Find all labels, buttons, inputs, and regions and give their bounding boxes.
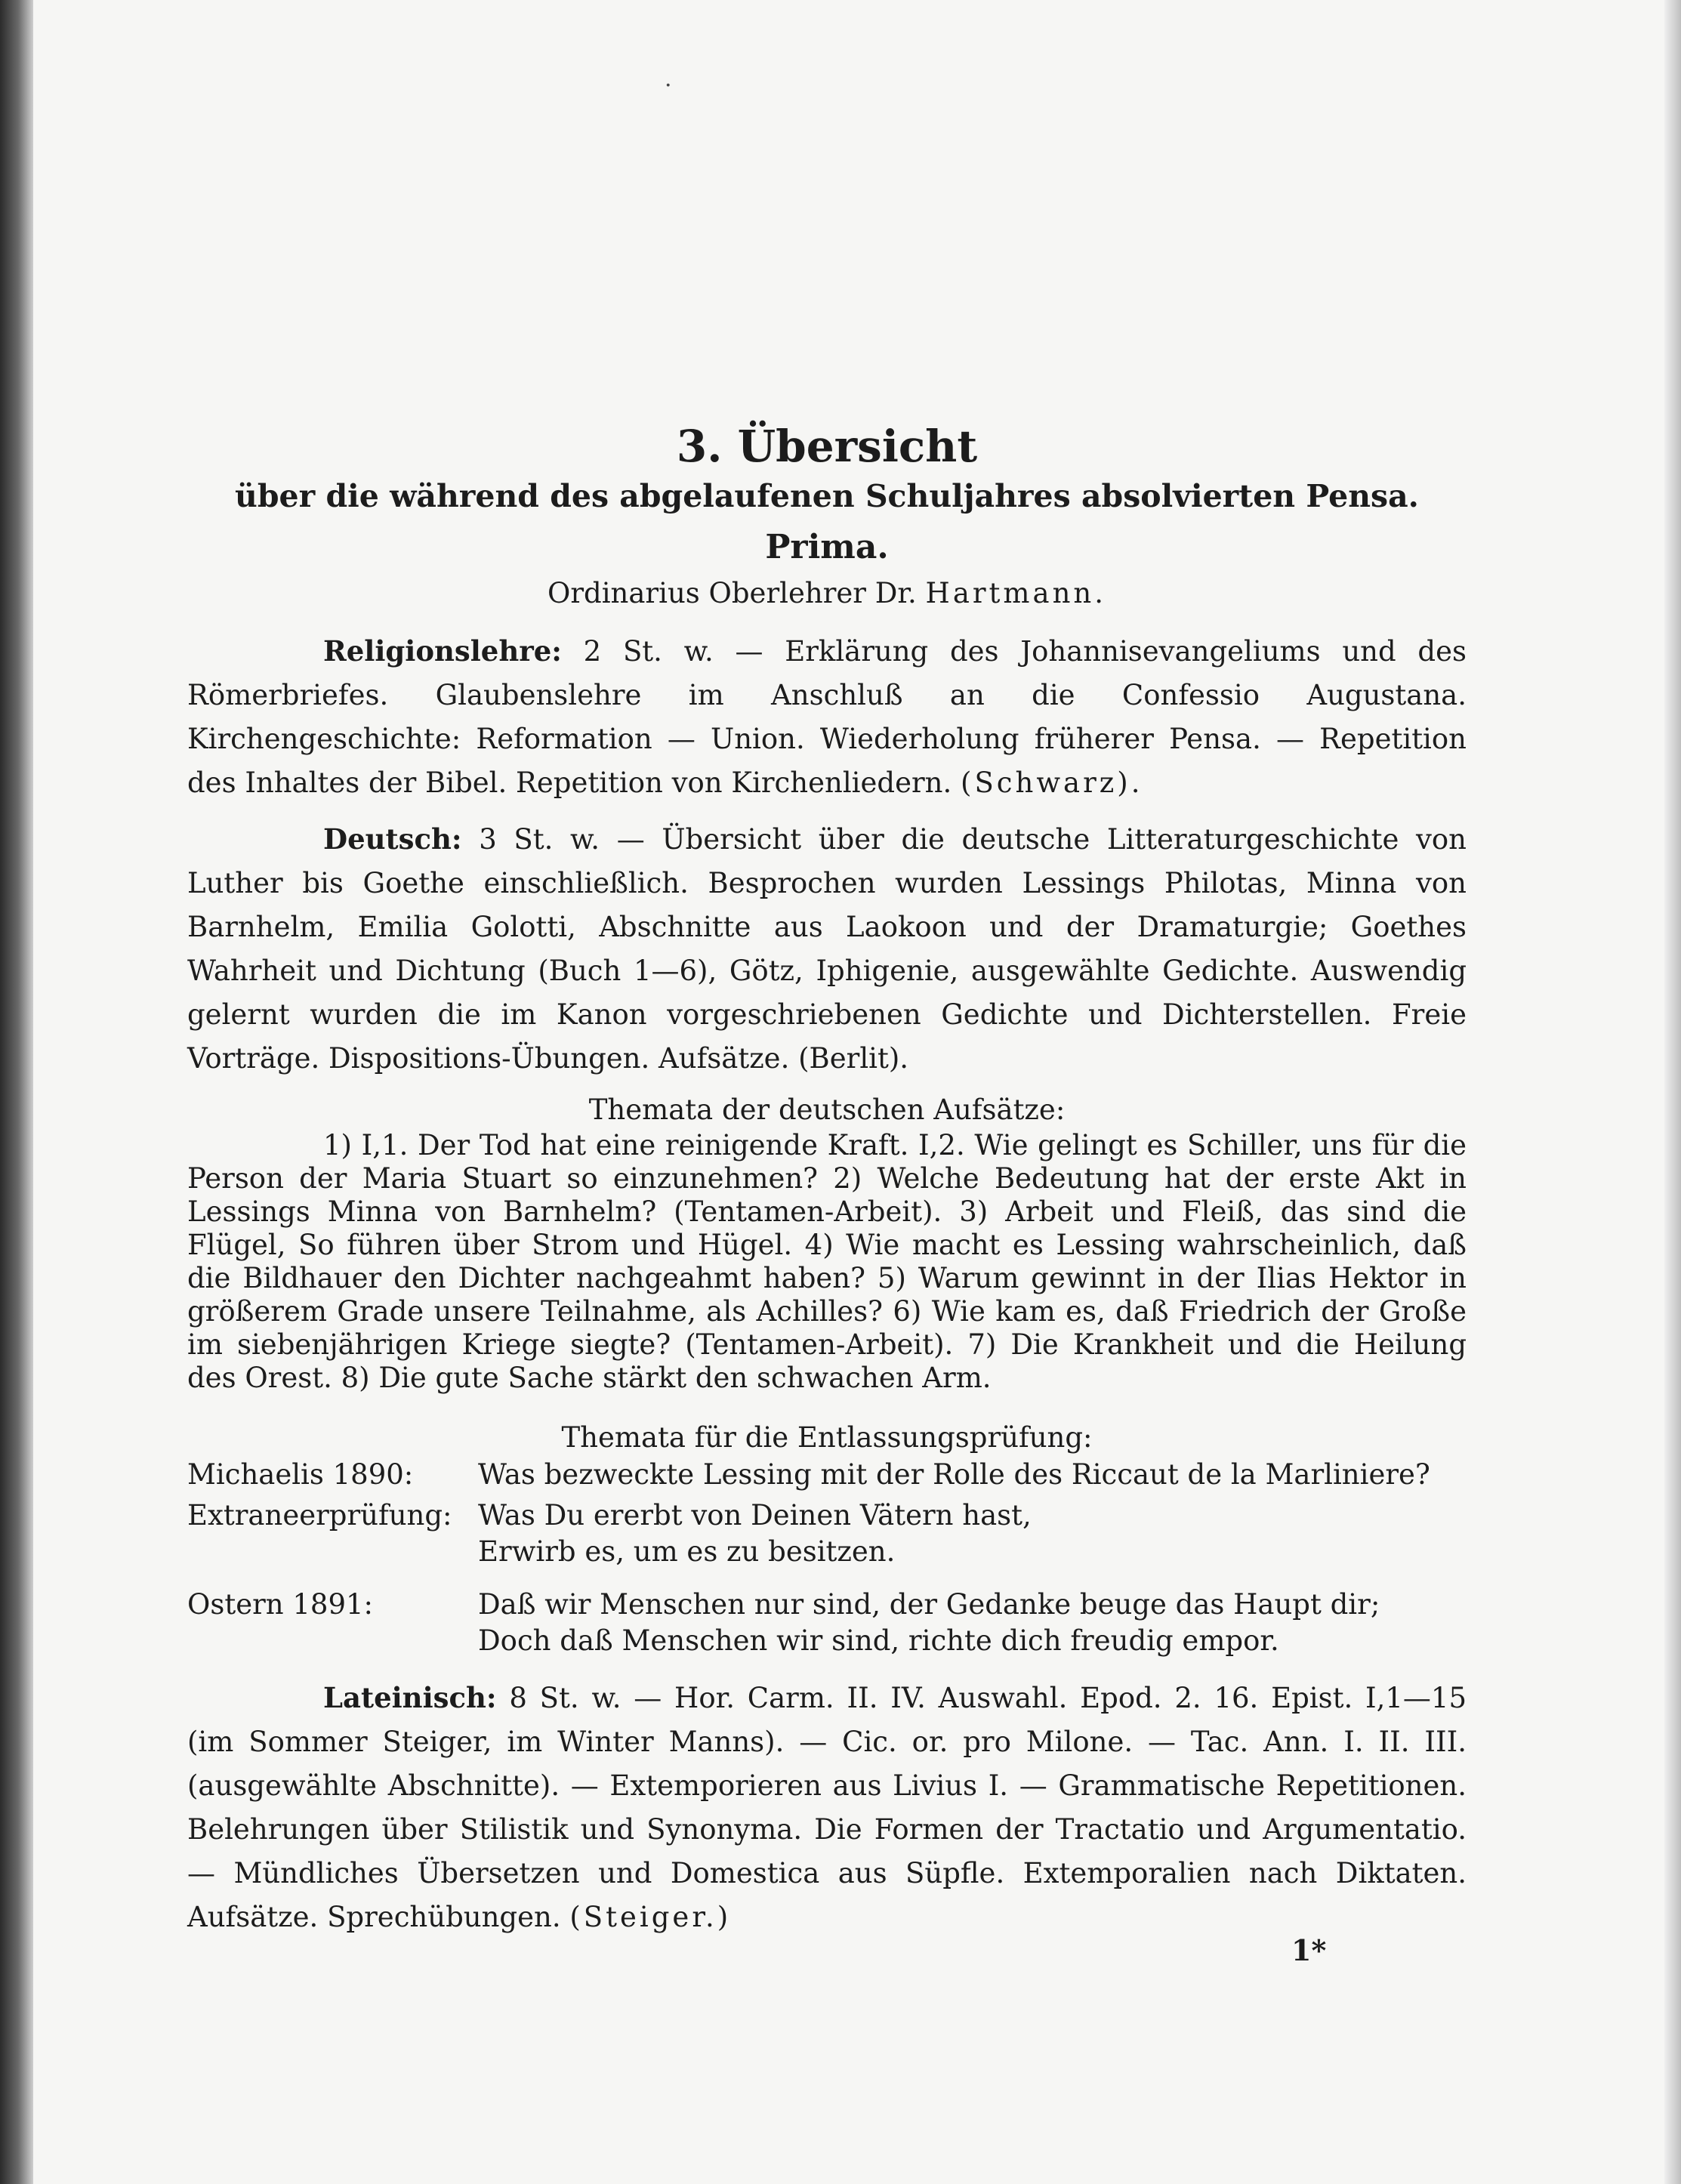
latein-paragraph — [187, 1676, 1467, 1939]
class-heading: Prima. — [765, 528, 889, 566]
exam-text — [478, 1498, 1467, 1570]
exam-line: Was bezweckte Lessing mit der Rolle des Riccaut de la Marliniere? — [478, 1458, 1430, 1491]
ordinarius-line — [187, 575, 1467, 612]
exam-label: Michaelis 1890: — [187, 1458, 414, 1491]
speck-mark: · — [665, 72, 672, 99]
themes-body: 1) I,1. Der Tod hat eine reinigende Kraft. I,2. Wie gelingt es Schiller, uns für die Person der Maria Stuart so einzunehmen? 2) Welche Bedeutung hat der erste Akt in Lessings Minna von Barnhelm? (Tentamen-Arbeit). 3) Arbeit und Fleiß, das sind die Flügel, So führen über Strom und Hügel. 4) Wie macht es Lessing wahrscheinlich, daß die Bildhauer den Dichter nachgeahmt haben? 5) Warum gewinnt in der Ilias Hektor in größerem Grade unsere Teilnahme, als Achilles? 6) Wie kam es, daß Friedrich der Große im siebenjährigen Kriege siegte? (Tentamen-Arbeit). 7) Die Krankheit und die Heilung des Orest. 8) Die gute Sache stärkt den schwachen Arm. — [187, 1129, 1467, 1394]
religion-text: 2 St. w. — Erklärung des Johannisevangeliums und des Römerbriefes. Glaubenslehre im Anschluß an die Confessio Augustana. Kirchengeschichte: Reformation — Union. Wiederholung früherer Pensa. — Repetition des Inhaltes der Bibel. Repetition von Kirchenliedern. — [187, 635, 1467, 799]
exam-line: Was Du ererbt von Deinen Vätern hast, — [478, 1499, 1032, 1532]
exam-row — [187, 1498, 1467, 1570]
exam-line: Erwirb es, um es zu besitzen. — [478, 1535, 896, 1568]
exam-row — [187, 1587, 1467, 1659]
exam-row — [187, 1457, 1467, 1493]
exam-line: Daß wir Menschen nur sind, der Gedanke beuge das Haupt dir; — [478, 1588, 1380, 1621]
section-subtitle: über die während des abgelaufenen Schuljahres absolvierten Pensa. — [235, 478, 1419, 514]
scan-edge-right — [1664, 0, 1681, 2184]
deutsch-text: 3 St. w. — Übersicht über die deutsche Litteraturgeschichte von Luther bis Goethe einschließlich. Besprochen wurden Lessings Philotas, Minna von Barnhelm, Emilia Golotti, Abschnitte aus Laokoon und der Dramaturgie; Goethes Wahrheit und Dichtung (Buch 1—6), Götz, Iphigenie, ausgewählte Gedichte. Auswendig gelernt wurden die im Kanon vorgeschriebenen Gedichte und Dichterstellen. Freie Vorträge. Dispositions-Übungen. Aufsätze. (Berlit). — [187, 823, 1467, 1075]
latein-text: 8 St. w. — Hor. Carm. II. IV. Auswahl. Epod. 2. 16. Epist. I,1—15 (im Sommer Steiger, im Winter Manns). — Cic. or. pro Milone. — Tac. Ann. I. II. III. (ausgewählte Abschnitte). — Extemporieren aus Livius I. — Grammatische Repetitionen. Belehrungen über Stilistik und Synonyma. Die Formen der Tractatio und Argumentatio. — Mündliches Übersetzen und Domestica aus Süpfle. Extemporalien nach Diktaten. Aufsätze. Sprechübungen. — [187, 1682, 1467, 1933]
exam-label: Ostern 1891: — [187, 1588, 373, 1621]
themes-title: Themata der deutschen Aufsätze: — [588, 1094, 1066, 1126]
exam-title: Themata für die Entlassungsprüfung: — [561, 1421, 1093, 1454]
deutsch-paragraph — [187, 817, 1467, 1081]
exam-text — [478, 1587, 1467, 1659]
religion-teacher: (Schwarz). — [961, 767, 1143, 799]
scan-edge-left — [0, 0, 33, 2184]
exam-label: Extraneerprüfung: — [187, 1499, 452, 1532]
latein-teacher: (Steiger.) — [569, 1901, 732, 1933]
religion-paragraph — [187, 629, 1467, 805]
section-title: 3. Übersicht — [676, 421, 978, 472]
latein-head: Lateinisch: — [323, 1681, 497, 1714]
exam-line: Doch daß Menschen wir sind, richte dich freudig empor. — [478, 1624, 1279, 1657]
ordinarius-prefix: Ordinarius Oberlehrer Dr. — [547, 577, 917, 609]
exam-text — [478, 1457, 1467, 1493]
page-content — [187, 136, 1467, 1939]
ordinarius-name: Hartmann. — [925, 577, 1106, 609]
religion-head: Religionslehre: — [323, 634, 562, 668]
sheet-signature: 1* — [1291, 1933, 1327, 1967]
deutsch-head: Deutsch: — [323, 822, 462, 856]
